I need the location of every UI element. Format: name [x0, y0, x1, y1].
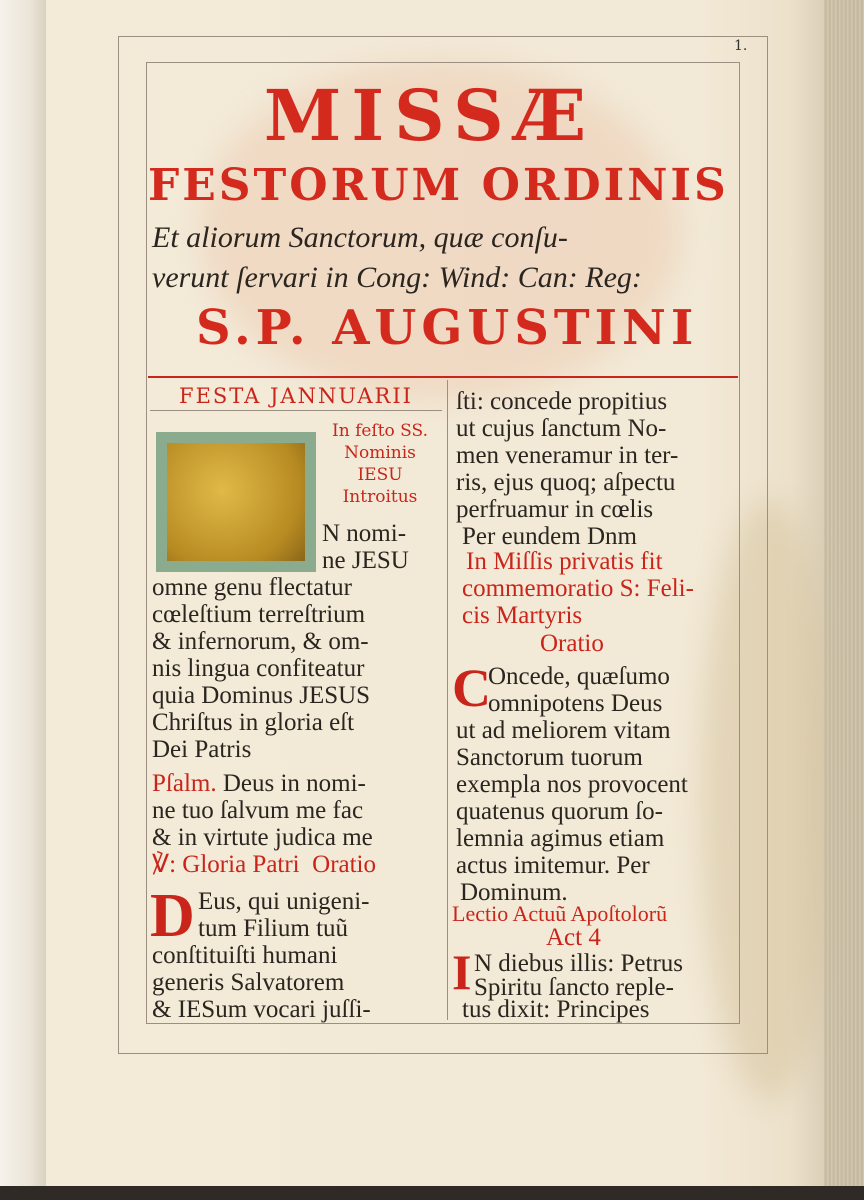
introit-line: quia Dominus JESUS [152, 682, 371, 709]
prayer-line: tum Filium tuũ [198, 915, 349, 942]
introit-line: ne JESU [322, 547, 409, 574]
prayer2-line: Oncede, quæſumo [488, 663, 670, 690]
title-festorum-ordinis: FESTORUM ORDINIS [148, 160, 729, 211]
introit-line: & infernorum, & om- [152, 628, 369, 655]
prayer2-line: exempla nos provocent [456, 771, 688, 798]
illuminated-initial [156, 432, 316, 572]
prayer2-line: ut ad meliorem vitam [456, 717, 671, 744]
psalm-text: Deus in nomi- [222, 770, 366, 797]
subtitle-line-2: verunt ſervari in Cong: Wind: Can: Reg: [152, 261, 642, 294]
prayer2-line: quatenus quorum ſo- [456, 798, 663, 825]
introit-line: Dei Patris [152, 736, 252, 763]
rubric-line: cis Martyris [462, 602, 583, 629]
introit-line: omne genu flectatur [152, 574, 352, 601]
prayer2-line: omnipotens Deus [488, 690, 663, 717]
versicle-label: ℣: Gloria Patri [152, 851, 300, 878]
prayer-cont-line: Per eundem Dnm [462, 523, 637, 550]
rubric-line: In feſto SS. [332, 421, 428, 441]
title-augustini: S.P. AUGUSTINI [196, 300, 699, 356]
prayer-cont-line: ris, ejus quoq; aſpectu [456, 469, 676, 496]
reading-line: N diebus illis: Petrus [474, 950, 684, 977]
introit-line: cœleſtium terreſtrium [152, 601, 366, 628]
lectio-heading [452, 900, 667, 927]
folio-number: 1. [734, 38, 748, 54]
prayer-dropcap: D [150, 882, 195, 950]
reading-line: Spiritu ſancto reple- [474, 974, 674, 1001]
title-missae: MISSÆ [263, 74, 597, 157]
psalm-line: & in virtute judica me [152, 824, 373, 851]
prayer2-line: Sanctorum tuorum [456, 744, 643, 771]
subtitle [152, 218, 752, 298]
lectio-label: Lectio Actuũ Apoſtolorũ [452, 901, 668, 926]
psalm-line [152, 770, 366, 797]
binding-gutter [0, 0, 46, 1200]
introit-line: nis lingua confiteatur [152, 655, 365, 682]
reading-dropcap: I [452, 944, 472, 1000]
column-divider [447, 380, 448, 1020]
act-reference: Act 4 [546, 924, 601, 951]
prayer-cont-line: ut cujus ſanctum No- [456, 415, 667, 442]
prayer2-line: Dominum. [460, 879, 568, 906]
gilded-initial-miniature [167, 443, 305, 561]
prayer-cont-line: men veneramur in ter- [456, 442, 679, 469]
prayer2-line: actus imitemur. Per [456, 852, 650, 879]
rubric-line: In Miſſis privatis fit [466, 548, 663, 575]
page-bottom-shadow [0, 1186, 864, 1200]
oratio-label: Oratio [312, 851, 377, 878]
prayer2-dropcap: C [452, 658, 491, 718]
header-rule [148, 376, 738, 378]
introit-line: Chriſtus in gloria eſt [152, 709, 355, 736]
rubric-line: commemoratio S: Feli- [462, 575, 694, 602]
prayer2-line: lemnia agimus etiam [456, 825, 665, 852]
subtitle-line-1: Et aliorum Sanctorum, quæ conſu- [152, 221, 568, 254]
psalm-label: Pſalm. [152, 770, 217, 797]
oratio-label: Oratio [540, 630, 604, 657]
prayer-cont-line: perfruamur in cœlis [456, 496, 654, 523]
column-heading: FESTA JANNUARII [150, 382, 442, 411]
reading-line: tus dixit: Principes [462, 996, 650, 1023]
rubric-line: Nominis [344, 443, 416, 463]
prayer-line: generis Salvatorem [152, 969, 345, 996]
prayer-line: & IESum vocari juſſi- [152, 996, 371, 1023]
feast-rubric [318, 420, 442, 508]
rubric-line: Introitus [342, 487, 418, 507]
prayer-line: conſtituiſti humani [152, 942, 338, 969]
versicle-line [152, 851, 376, 878]
prayer-cont-line: ſti: concede propitius [456, 388, 668, 415]
page-edges [824, 0, 864, 1200]
introit-line: N nomi- [322, 520, 407, 547]
prayer-line: Eus, qui unigeni- [198, 888, 370, 915]
rubric-line: IESU [357, 465, 403, 485]
psalm-line: ne tuo ſalvum me fac [152, 797, 364, 824]
